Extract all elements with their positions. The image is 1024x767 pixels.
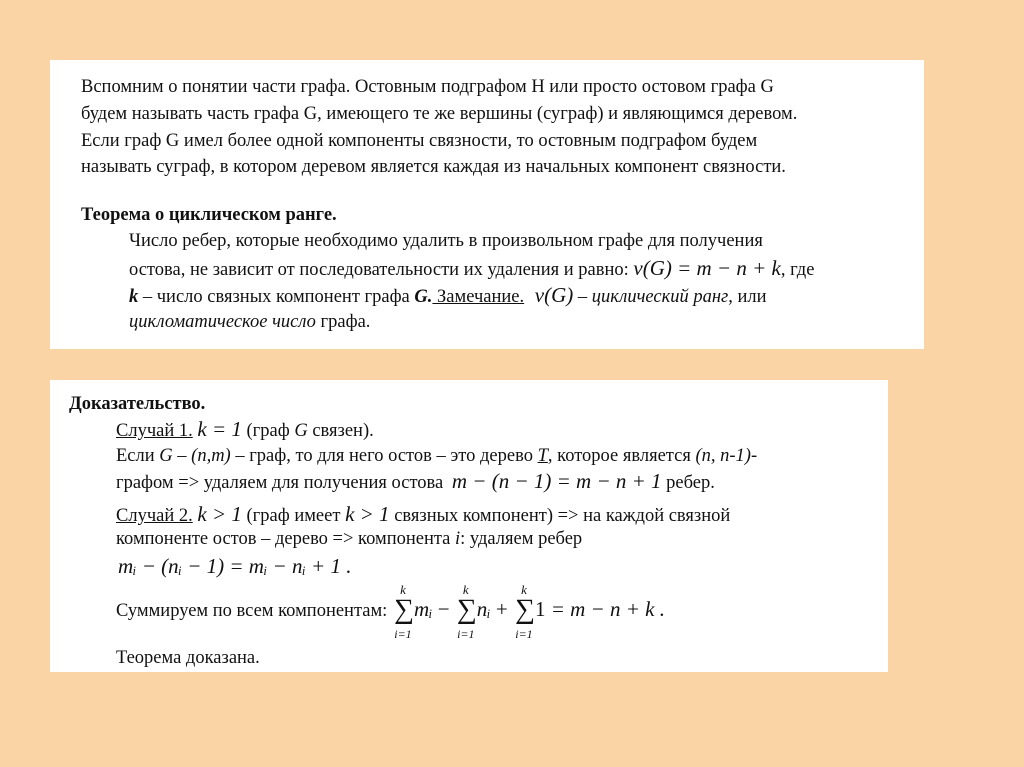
if-mid2: , которое является	[547, 446, 696, 466]
graph-line-text: графом => удаляем для получения остова	[116, 473, 448, 493]
case-2-text: (граф имеет	[241, 506, 346, 526]
theorem-line-2	[129, 257, 814, 281]
g-symbol: G.	[414, 287, 433, 307]
sum-upper-3: k	[521, 581, 527, 597]
sum-upper-2: k	[462, 581, 469, 597]
case-1-text: (граф	[241, 421, 295, 441]
case-1-formula: k = 1	[197, 417, 242, 441]
cyclomatic-formula: ν(G) = m − n + k	[633, 256, 781, 280]
case-2-formula: k > 1	[197, 502, 242, 526]
cyclomatic-number-term: цикломатическое число	[129, 312, 316, 332]
theorem-line-3-tail: , или	[728, 287, 767, 307]
if-prefix: Если	[116, 446, 160, 466]
theorem-line-2-text: остова, не зависит от последовательности их удаления и равно:	[129, 260, 629, 280]
sum-sigma-3: k ∑ i=1	[515, 583, 533, 641]
sum-upper-1: k	[400, 581, 406, 597]
sum-term-2: nᵢ	[476, 597, 491, 621]
component-line	[116, 528, 582, 550]
theorem-line-4-tail: графа.	[315, 312, 371, 332]
proof-panel	[50, 380, 888, 672]
sum-minus: −	[432, 597, 455, 621]
sum-term-3: 1	[534, 597, 546, 621]
intro-line-3: Если граф G имел более одной компоненты связности, то остовным подграфом будем	[81, 131, 758, 151]
sum-sigma-1: k ∑ i=1	[394, 583, 412, 641]
sum-lower-1: i=1	[394, 626, 412, 641]
case-1-label: Случай 1.	[116, 421, 193, 441]
cyclic-rank-term: – циклический ранг	[573, 287, 729, 307]
graph-tail: ребер.	[661, 473, 715, 493]
sum-label: Суммируем по всем компонентам:	[116, 601, 388, 621]
sum-term-1: mᵢ	[413, 597, 433, 621]
if-t: T	[537, 446, 548, 466]
component-tail: : удаляем ребер	[460, 529, 583, 549]
definition-panel	[50, 60, 924, 349]
case-1-tail: связен).	[307, 421, 374, 441]
case-1-g: G	[294, 421, 308, 441]
graph-formula: m − (n − 1) = m − n + 1	[451, 469, 662, 493]
intro-line-2: будем называть часть графа G, имеющего те же вершины (суграф) и являющимся деревом.	[81, 104, 798, 124]
component-text: компоненте остов – дерево => компонента	[116, 529, 456, 549]
if-n1: (n, n-1)-	[695, 446, 758, 466]
case-2-formula-2: k > 1	[345, 502, 390, 526]
sum-result: = m − n + k .	[545, 597, 665, 621]
k-symbol: k	[129, 287, 139, 307]
if-mid: – граф, то для него остов – это дерево	[230, 446, 538, 466]
remark-label: Замечание.	[432, 287, 525, 307]
theorem-line-4	[129, 311, 370, 333]
intro-line-1: Вспомним о понятии части графа. Остовным подграфом H или просто остовом графа G	[81, 77, 774, 97]
theorem-title: Теорема о циклическом ранге.	[81, 205, 337, 225]
if-dash: –	[172, 446, 192, 466]
mi-formula-line	[118, 555, 351, 579]
theorem-line-1: Число ребер, которые необходимо удалить в произвольном графе для получения	[129, 231, 763, 251]
nu-symbol: ν(G)	[534, 283, 574, 307]
component-i: i	[455, 529, 461, 549]
sum-line	[116, 579, 665, 641]
case-2-label: Случай 2.	[116, 506, 193, 526]
if-line	[116, 445, 757, 467]
case-2-line	[116, 503, 730, 527]
theorem-line-3-text: – число связных компонент графа	[138, 287, 415, 307]
sum-plus: +	[490, 597, 513, 621]
if-nm: (n,m)	[191, 446, 231, 466]
proof-end: Теорема доказана.	[116, 648, 260, 668]
case-2-tail: связных компонент) => на каждой связной	[389, 506, 731, 526]
theorem-line-2-tail: , где	[780, 260, 815, 280]
proof-title: Доказательство.	[69, 394, 206, 414]
graph-line	[116, 470, 715, 494]
sum-lower-3: i=1	[515, 626, 533, 641]
mi-formula: mᵢ − (nᵢ − 1) = mᵢ − nᵢ + 1 .	[118, 554, 352, 578]
theorem-line-3	[129, 284, 767, 308]
sum-lower-2: i=1	[457, 626, 475, 641]
intro-line-4: называть суграф, в котором деревом является каждая из начальных компонент связности.	[81, 157, 786, 177]
if-g: G	[159, 446, 173, 466]
case-1-line	[116, 418, 374, 442]
sum-sigma-2: k ∑ i=1	[457, 583, 475, 641]
